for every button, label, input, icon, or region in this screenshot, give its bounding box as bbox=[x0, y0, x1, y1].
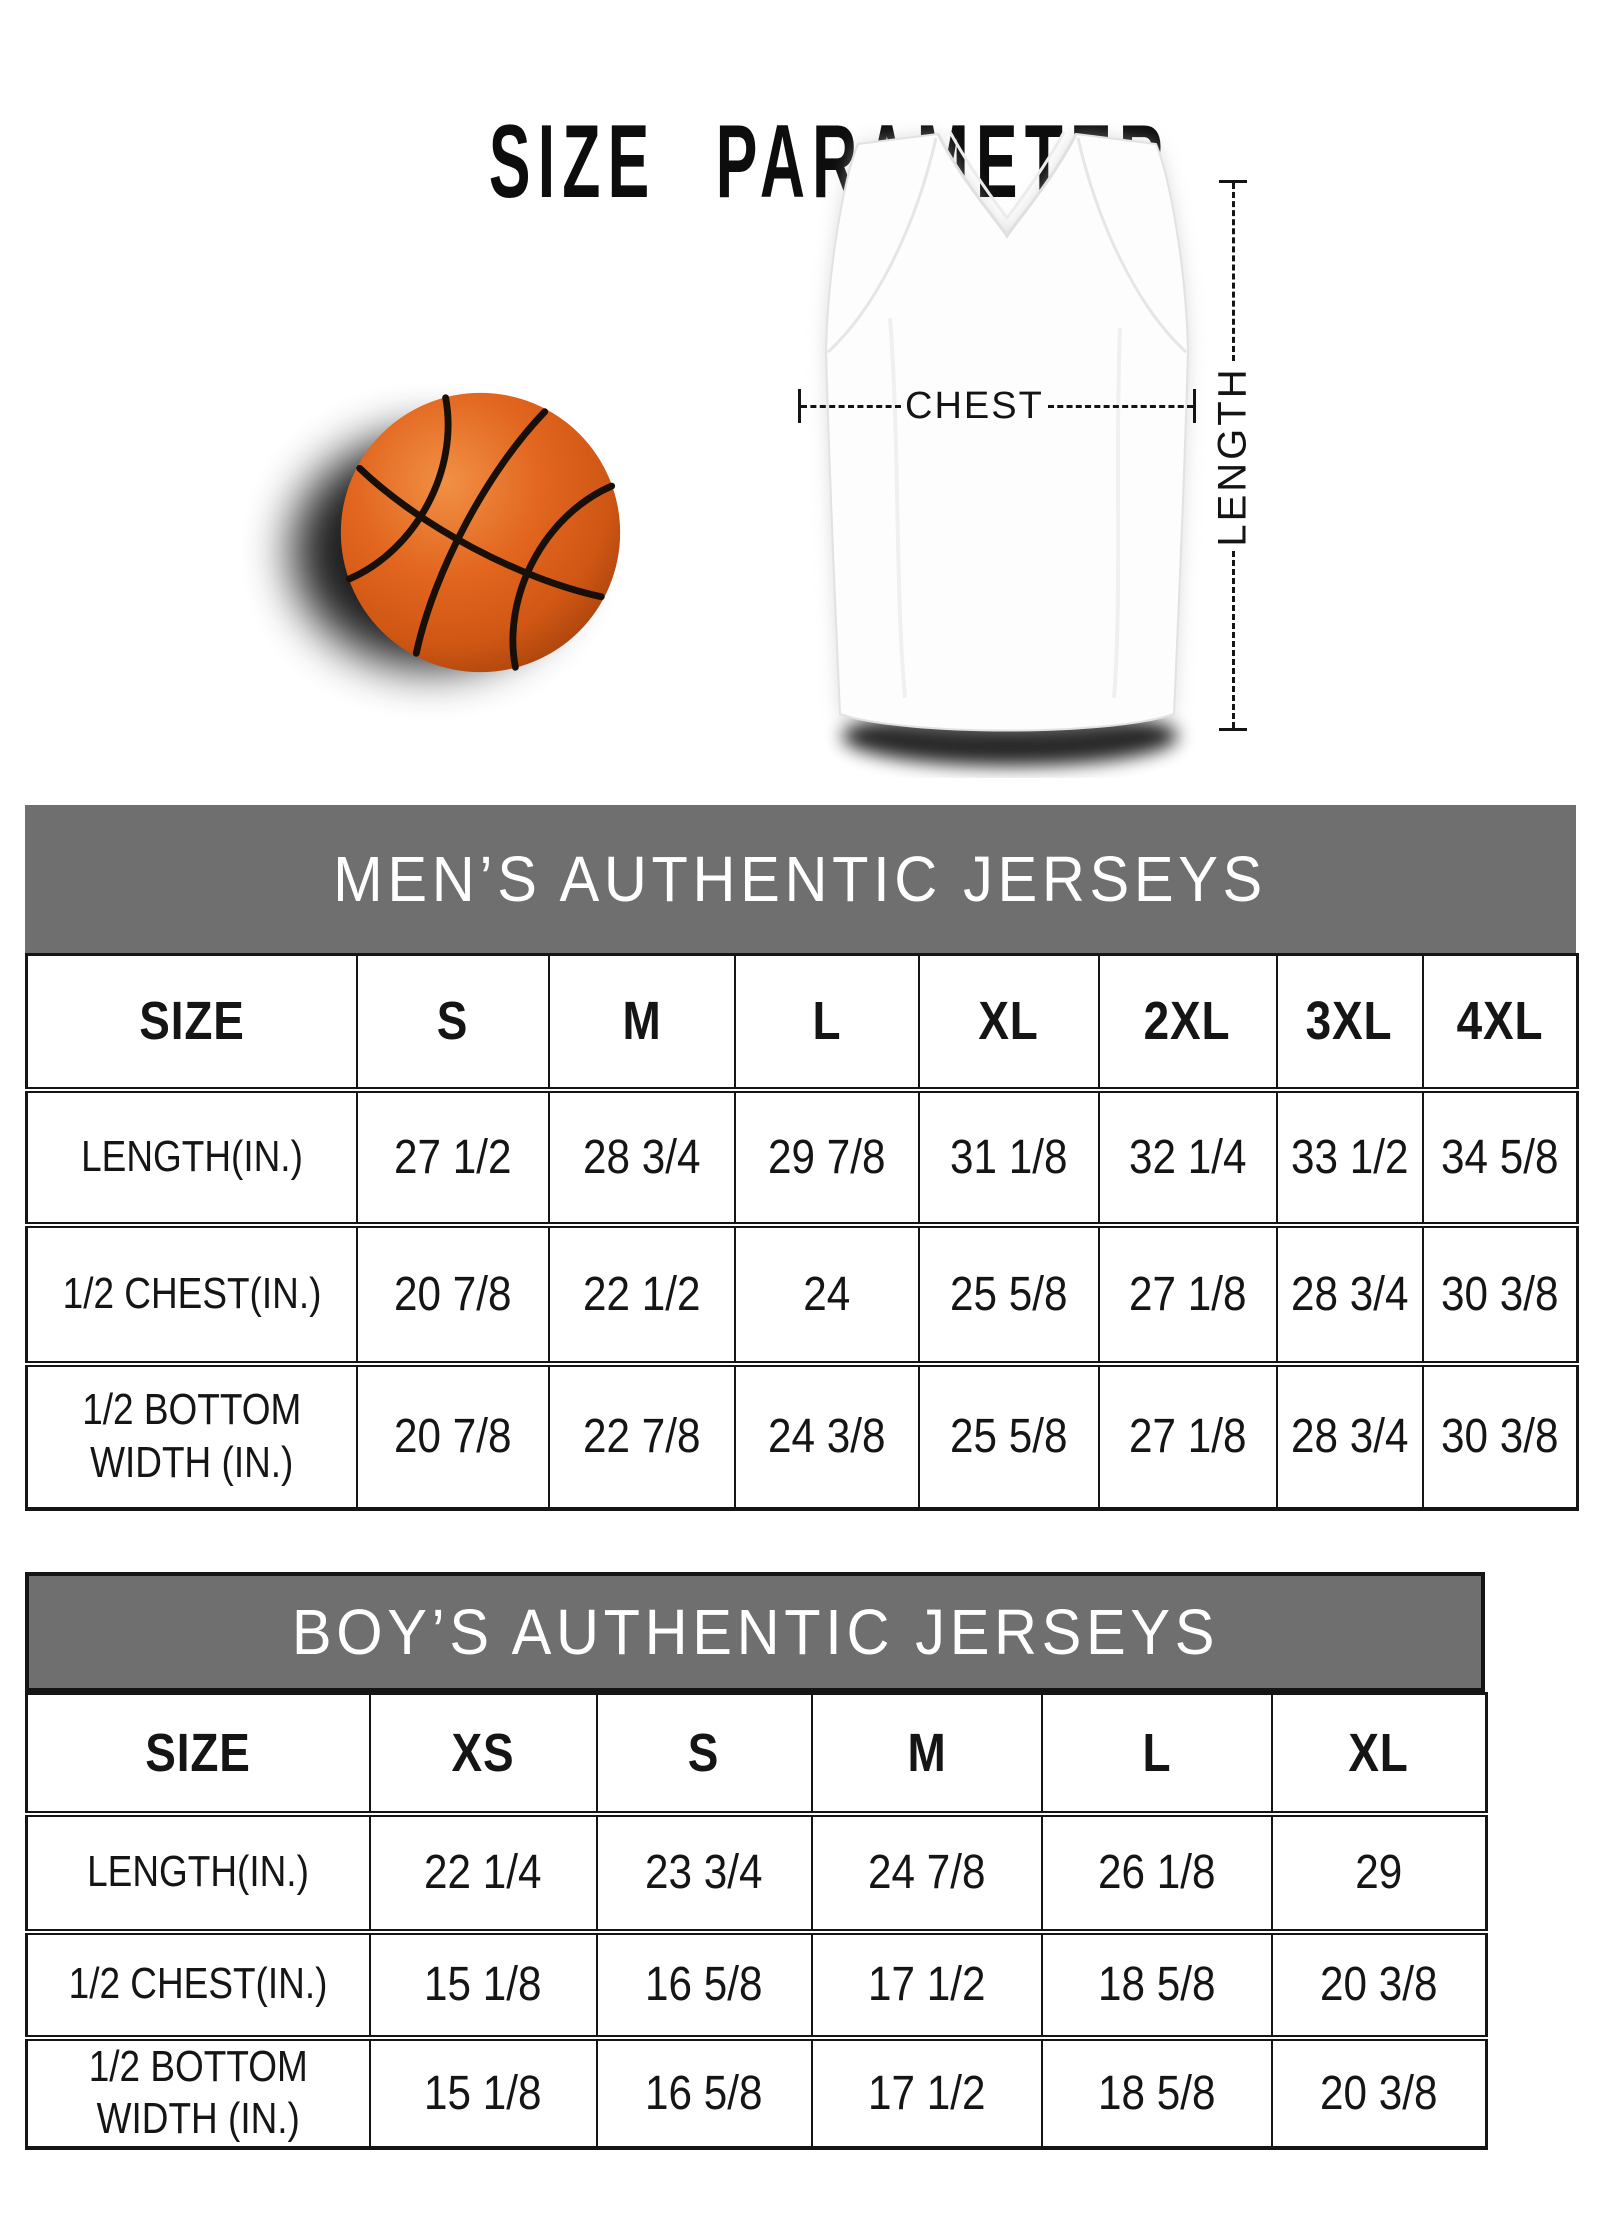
size-value-cell: 16 5/8 bbox=[597, 1932, 812, 2038]
size-value-cell: 27 1/8 bbox=[1099, 1364, 1277, 1509]
size-value-cell: 28 3/4 bbox=[1277, 1364, 1423, 1509]
boys-size-table bbox=[25, 1692, 1488, 2150]
table-row bbox=[27, 1364, 1578, 1509]
size-col-header: M bbox=[549, 955, 735, 1090]
size-value-cell: 30 3/8 bbox=[1423, 1364, 1578, 1509]
size-value-cell: 20 7/8 bbox=[357, 1364, 549, 1509]
mens-table-title-band bbox=[25, 805, 1576, 953]
size-value-cell: 24 7/8 bbox=[812, 1814, 1042, 1932]
row-label: 1/2 CHEST(IN.) bbox=[27, 1932, 370, 2038]
size-value-cell: 29 bbox=[1272, 1814, 1487, 1932]
size-col-header: 3XL bbox=[1277, 955, 1423, 1090]
size-value-cell: 25 5/8 bbox=[919, 1364, 1099, 1509]
size-value-cell: 22 1/2 bbox=[549, 1225, 735, 1364]
length-label: LENGTH bbox=[1210, 365, 1255, 547]
row-label: 1/2 CHEST(IN.) bbox=[27, 1225, 357, 1364]
size-value-cell: 18 5/8 bbox=[1042, 1932, 1272, 2038]
size-value-cell: 18 5/8 bbox=[1042, 2038, 1272, 2149]
size-col-header: 4XL bbox=[1423, 955, 1578, 1090]
size-value-cell: 15 1/8 bbox=[370, 2038, 597, 2149]
basketball-icon bbox=[338, 390, 623, 675]
size-col-header: XS bbox=[370, 1694, 597, 1814]
dashed-line bbox=[1232, 183, 1235, 361]
size-value-cell: 25 5/8 bbox=[919, 1225, 1099, 1364]
table-row bbox=[27, 1090, 1578, 1225]
boys-table-title: BOY’S AUTHENTIC JERSEYS bbox=[291, 1596, 1219, 1668]
size-value-cell: 28 3/4 bbox=[1277, 1225, 1423, 1364]
table-row bbox=[27, 2038, 1487, 2149]
size-col-header: M bbox=[812, 1694, 1042, 1814]
size-value-cell: 28 3/4 bbox=[549, 1090, 735, 1225]
size-value-cell: 30 3/8 bbox=[1423, 1225, 1578, 1364]
size-col-header: 2XL bbox=[1099, 955, 1277, 1090]
size-value-cell: 23 3/4 bbox=[597, 1814, 812, 1932]
boys-header-row bbox=[27, 1694, 1487, 1814]
size-col-header: XL bbox=[1272, 1694, 1487, 1814]
size-value-cell: 34 5/8 bbox=[1423, 1090, 1578, 1225]
size-value-cell: 22 1/4 bbox=[370, 1814, 597, 1932]
size-col-header: L bbox=[735, 955, 919, 1090]
table-row bbox=[27, 1225, 1578, 1364]
mens-table-title: MEN’S AUTHENTIC JERSEYS bbox=[333, 843, 1268, 915]
size-value-cell: 27 1/2 bbox=[357, 1090, 549, 1225]
chest-measure-line bbox=[798, 386, 1196, 426]
size-value-cell: 27 1/8 bbox=[1099, 1225, 1277, 1364]
size-value-cell: 24 bbox=[735, 1225, 919, 1364]
size-value-cell: 16 5/8 bbox=[597, 2038, 812, 2149]
size-col-header: S bbox=[597, 1694, 812, 1814]
size-value-cell: 20 7/8 bbox=[357, 1225, 549, 1364]
size-col-header: XL bbox=[919, 955, 1099, 1090]
size-col-header: L bbox=[1042, 1694, 1272, 1814]
table-row bbox=[27, 1932, 1487, 2038]
size-value-cell: 20 3/8 bbox=[1272, 1932, 1487, 2038]
size-value-cell: 17 1/2 bbox=[812, 1932, 1042, 2038]
size-value-cell: 33 1/2 bbox=[1277, 1090, 1423, 1225]
size-value-cell: 22 7/8 bbox=[549, 1364, 735, 1509]
size-col-header: S bbox=[357, 955, 549, 1090]
length-measure-line bbox=[1210, 180, 1255, 731]
chest-label: CHEST bbox=[905, 384, 1044, 427]
mens-header-row bbox=[27, 955, 1578, 1090]
size-value-cell: 20 3/8 bbox=[1272, 2038, 1487, 2149]
table-row bbox=[27, 1814, 1487, 1932]
size-col-header: SIZE bbox=[27, 955, 357, 1090]
size-value-cell: 32 1/4 bbox=[1099, 1090, 1277, 1225]
row-label: LENGTH(IN.) bbox=[27, 1090, 357, 1225]
page-title: SIZE PARAMETER bbox=[488, 103, 1172, 220]
dashed-line bbox=[1232, 551, 1235, 728]
size-col-header: SIZE bbox=[27, 1694, 370, 1814]
mens-size-table bbox=[25, 953, 1579, 1511]
size-value-cell: 17 1/2 bbox=[812, 2038, 1042, 2149]
measure-tick bbox=[1219, 728, 1247, 731]
row-label: LENGTH(IN.) bbox=[27, 1814, 370, 1932]
size-value-cell: 31 1/8 bbox=[919, 1090, 1099, 1225]
boys-table-title-band bbox=[25, 1572, 1485, 1692]
row-label: 1/2 BOTTOM WIDTH (IN.) bbox=[27, 1364, 357, 1509]
size-value-cell: 26 1/8 bbox=[1042, 1814, 1272, 1932]
dashed-line bbox=[801, 405, 901, 408]
row-label: 1/2 BOTTOM WIDTH (IN.) bbox=[27, 2038, 370, 2149]
length-label-slot bbox=[1143, 361, 1323, 551]
size-value-cell: 15 1/8 bbox=[370, 1932, 597, 2038]
size-value-cell: 29 7/8 bbox=[735, 1090, 919, 1225]
size-value-cell: 24 3/8 bbox=[735, 1364, 919, 1509]
